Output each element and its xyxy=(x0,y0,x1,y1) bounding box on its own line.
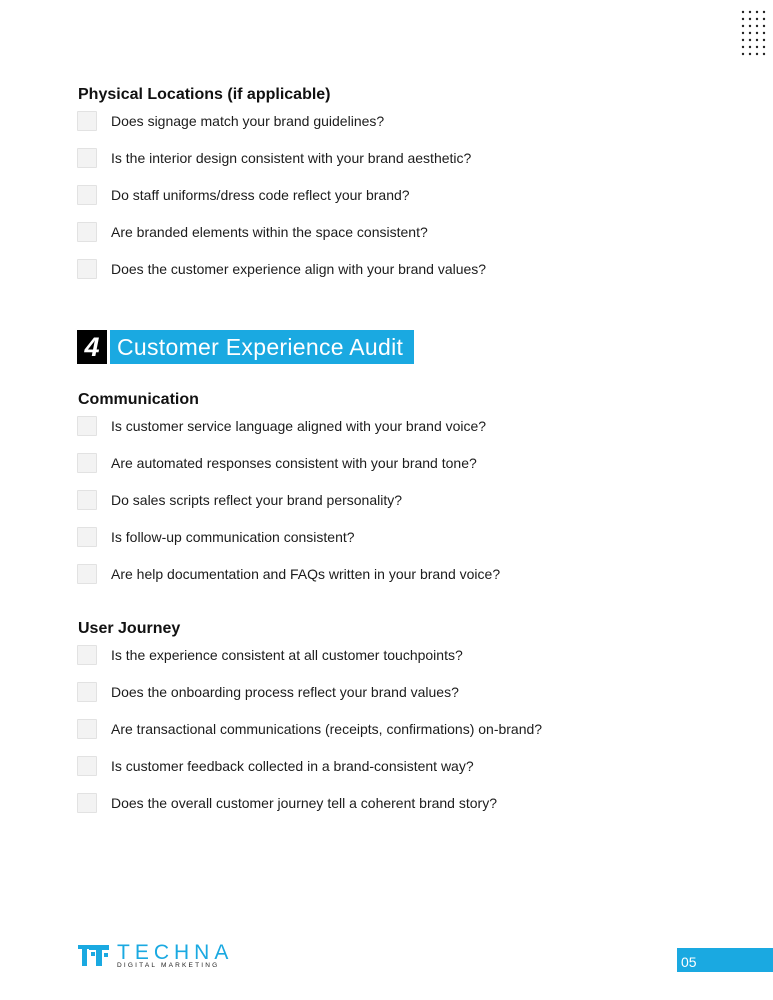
checklist-item[interactable] xyxy=(77,221,428,243)
physical-locations-heading: Physical Locations (if applicable) xyxy=(78,86,331,103)
checklist-item[interactable] xyxy=(77,563,501,585)
checkbox-icon[interactable] xyxy=(77,148,97,168)
checklist-item[interactable] xyxy=(77,452,477,474)
checklist-item[interactable] xyxy=(77,184,410,206)
logo-subtitle: DIGITAL MARKETING xyxy=(117,962,220,969)
checklist-item-label: Are help documentation and FAQs written in your brand voice? xyxy=(111,566,501,582)
logo-wordmark: TECHNA xyxy=(117,941,234,964)
checklist-item[interactable] xyxy=(77,526,355,548)
checkbox-icon[interactable] xyxy=(77,527,97,547)
checkbox-icon[interactable] xyxy=(77,185,97,205)
checkbox-icon[interactable] xyxy=(77,682,97,702)
checkbox-icon[interactable] xyxy=(77,756,97,776)
checklist-item[interactable] xyxy=(77,415,487,437)
checklist-item[interactable] xyxy=(77,644,463,666)
checklist-item[interactable] xyxy=(77,147,472,169)
checkbox-icon[interactable] xyxy=(77,222,97,242)
section-number: 4 xyxy=(77,330,107,364)
checklist-item-label: Are branded elements within the space consistent? xyxy=(111,224,428,240)
checklist-item-label: Does the onboarding process reflect your brand values? xyxy=(111,684,459,700)
checklist-item-label: Are automated responses consistent with your brand tone? xyxy=(111,455,477,471)
checklist-item-label: Is customer feedback collected in a brand-consistent way? xyxy=(111,758,474,774)
checklist-item-label: Do sales scripts reflect your brand personality? xyxy=(111,492,403,508)
checkbox-icon[interactable] xyxy=(77,719,97,739)
checklist-item-label: Do staff uniforms/dress code reflect your brand? xyxy=(111,187,410,203)
checkbox-icon[interactable] xyxy=(77,111,97,131)
checkbox-icon[interactable] xyxy=(77,645,97,665)
checklist-item-label: Is the experience consistent at all customer touchpoints? xyxy=(111,647,463,663)
checkbox-icon[interactable] xyxy=(77,793,97,813)
checklist-item[interactable] xyxy=(77,681,459,703)
checklist-item-label: Does the overall customer journey tell a coherent brand story? xyxy=(111,795,497,811)
checklist-item-label: Does the customer experience align with your brand values? xyxy=(111,261,487,277)
checklist-item-label: Are transactional communications (receipts, confirmations) on-brand? xyxy=(111,721,543,737)
checkbox-icon[interactable] xyxy=(77,490,97,510)
checklist-item-label: Does signage match your brand guidelines? xyxy=(111,113,385,129)
communication-heading: Communication xyxy=(78,391,199,408)
techna-logo-icon xyxy=(77,942,113,970)
checkbox-icon[interactable] xyxy=(77,564,97,584)
checklist-item[interactable] xyxy=(77,110,385,132)
checkbox-icon[interactable] xyxy=(77,416,97,436)
checklist-item[interactable] xyxy=(77,792,497,814)
checklist-item-label: Is customer service language aligned with your brand voice? xyxy=(111,418,487,434)
checklist-item-label: Is follow-up communication consistent? xyxy=(111,529,355,545)
page-number: 05 xyxy=(677,948,773,972)
checklist-item[interactable] xyxy=(77,718,543,740)
checkbox-icon[interactable] xyxy=(77,259,97,279)
dot-grid-icon xyxy=(741,10,767,58)
checklist-item[interactable] xyxy=(77,258,487,280)
checklist-item[interactable] xyxy=(77,755,474,777)
section-title: Customer Experience Audit xyxy=(110,330,414,364)
checklist-item-label: Is the interior design consistent with your brand aesthetic? xyxy=(111,150,472,166)
section-title-band xyxy=(77,330,414,364)
user-journey-heading: User Journey xyxy=(78,620,181,637)
techna-logo xyxy=(77,941,234,972)
checklist-item[interactable] xyxy=(77,489,403,511)
checkbox-icon[interactable] xyxy=(77,453,97,473)
